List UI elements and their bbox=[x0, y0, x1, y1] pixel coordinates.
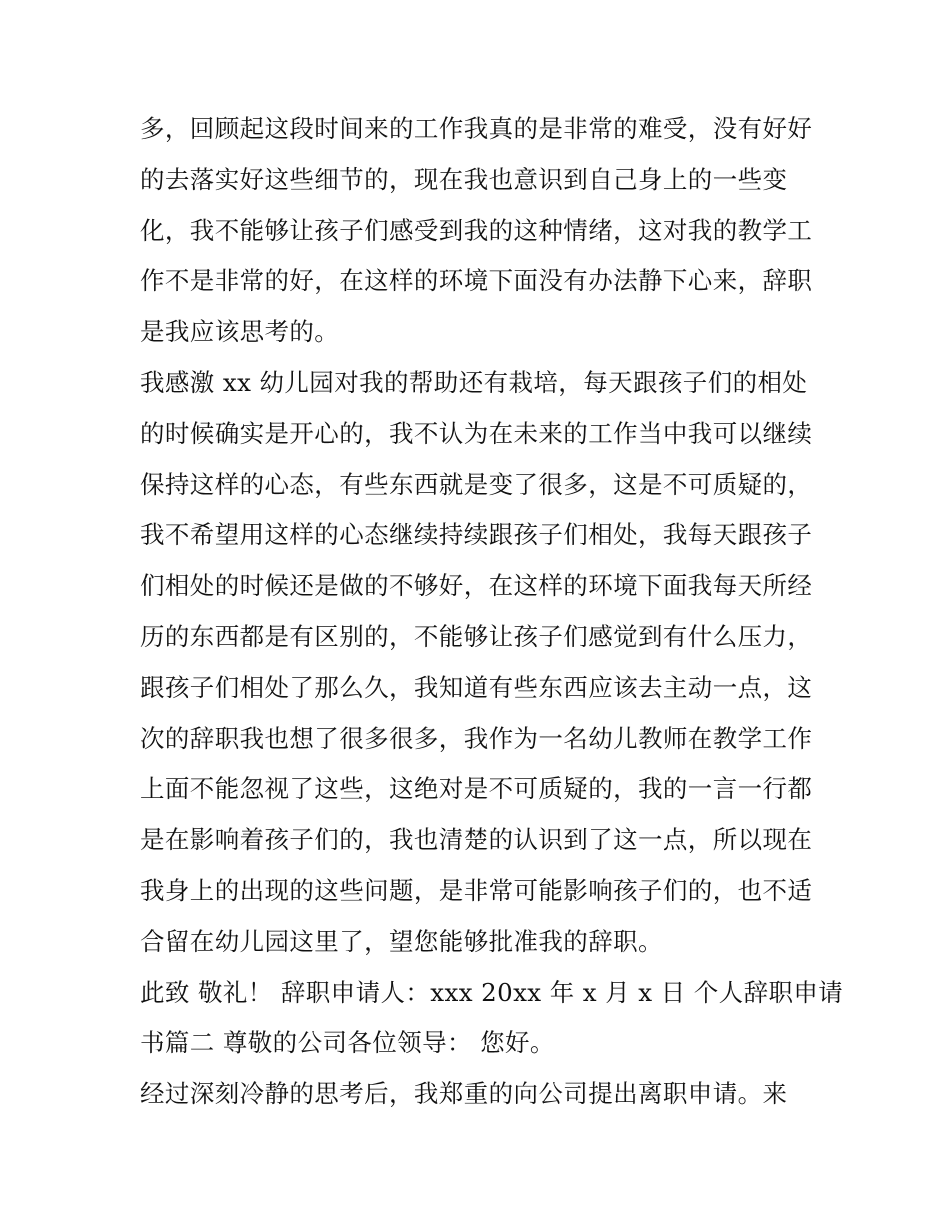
text-line: 书篇二 尊敬的公司各位领导： 您好。 bbox=[140, 1028, 555, 1058]
paragraph-2 bbox=[140, 358, 812, 968]
text-line: 们相处的时候还是做的不够好，在这样的环境下面我每天所经 bbox=[140, 571, 813, 601]
text-line: 跟孩子们相处了那么久，我知道有些东西应该去主动一点，这 bbox=[140, 672, 813, 702]
text-line: 次的辞职我也想了很多很多，我作为一名幼儿教师在教学工作 bbox=[140, 723, 813, 753]
paragraph-4 bbox=[140, 1069, 812, 1120]
text-line: 的去落实好这些细节的，现在我也意识到自己身上的一些变 bbox=[140, 164, 788, 194]
text-line: 此致 敬礼！ 辞职申请人：xxx 20xx 年 x 月 x 日 个人辞职申请 bbox=[140, 977, 844, 1007]
paragraph-1 bbox=[140, 104, 812, 358]
text-line: 化，我不能够让孩子们感受到我的这种情绪，这对我的教学工 bbox=[140, 215, 813, 245]
text-line: 我不希望用这样的心态继续持续跟孩子们相处，我每天跟孩子 bbox=[140, 520, 813, 550]
text-line: 多，回顾起这段时间来的工作我真的是非常的难受，没有好好 bbox=[140, 114, 813, 143]
document-body bbox=[140, 104, 844, 1120]
text-line: 的时候确实是开心的，我不认为在未来的工作当中我可以继续 bbox=[140, 418, 813, 448]
text-line: 合留在幼儿园这里了，望您能够批准我的辞职。 bbox=[140, 926, 663, 956]
paragraph-3 bbox=[140, 968, 844, 1070]
text-line: 我身上的出现的这些问题，是非常可能影响孩子们的，也不适 bbox=[140, 875, 813, 905]
text-line: 上面不能忽视了这些，这绝对是不可质疑的，我的一言一行都 bbox=[140, 774, 813, 804]
text-line: 我感激 xx 幼儿园对我的帮助还有栽培，每天跟孩子们的相处 bbox=[140, 367, 808, 397]
text-line: 历的东西都是有区别的，不能够让孩子们感觉到有什么压力， bbox=[140, 621, 813, 651]
text-line: 是在影响着孩子们的，我也清楚的认识到了这一点，所以现在 bbox=[140, 825, 813, 855]
text-line: 经过深刻冷静的思考后，我郑重的向公司提出离职申请。来 bbox=[140, 1079, 788, 1109]
text-line: 作不是非常的好，在这样的环境下面没有办法静下心来，辞职 bbox=[140, 266, 813, 296]
text-line: 是我应该思考的。 bbox=[140, 317, 340, 347]
text-line: 保持这样的心态，有些东西就是变了很多，这是不可质疑的， bbox=[140, 469, 813, 499]
